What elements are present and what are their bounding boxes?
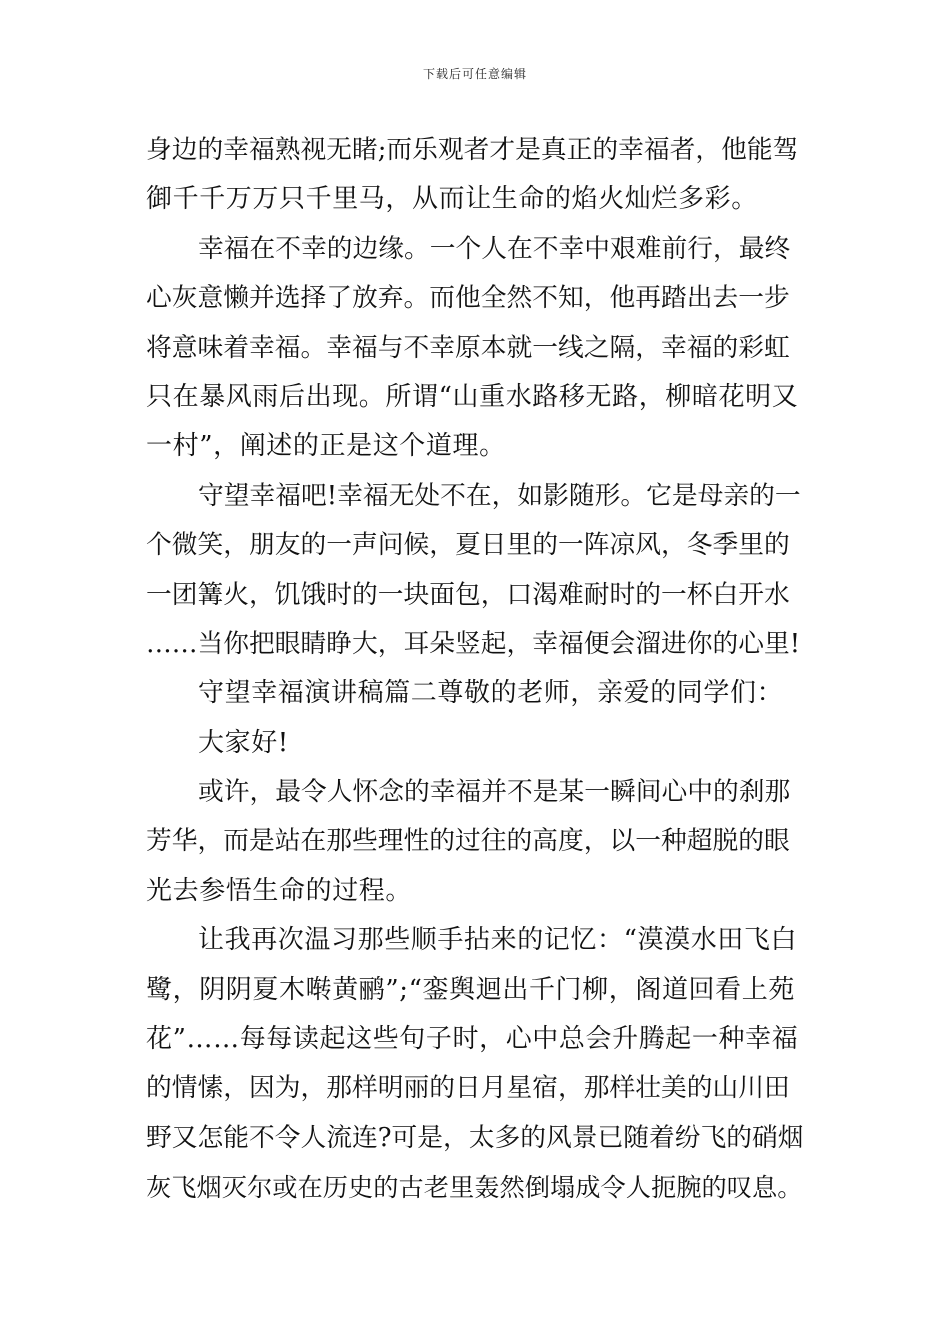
text-line: 鹭，阴阴夏木啭黄鹂”;“銮舆迴出千门柳，阁道回看上苑 [146,974,795,1005]
text-line: 将意味着幸福。幸福与不幸原本就一线之隔，幸福的彩虹 [146,332,790,363]
text-line: 芳华，而是站在那些理性的过往的高度，以一种超脱的眼 [146,826,790,857]
text-line: 灰飞烟灭尔或在历史的古老里轰然倒塌成令人扼腕的叹息。 [146,1173,803,1203]
text-line: 野又怎能不令人流连?可是，太多的风景已随着纷飞的硝烟 [146,1122,804,1153]
text-line: 身边的幸福熟视无睹;而乐观者才是真正的幸福者，他能驾 [146,135,799,165]
page-header: 下载后可任意编辑 [422,67,527,81]
text-line: 只在暴风雨后出现。所谓“山重水路移无路，柳暗花明又 [146,381,799,412]
text-line: 心灰意懒并选择了放弃。而他全然不知，他再踏出去一步 [146,283,790,314]
document-body [146,126,806,1213]
text-line: 个微笑，朋友的一声问候，夏日里的一阵凉风，冬季里的 [146,530,790,561]
paragraph-start: 让我再次温习那些顺手拈来的记忆：“漠漠水田飞白 [198,925,798,956]
text-line: 的情愫，因为，那样明丽的日月星宿，那样壮美的山川田 [146,1073,790,1104]
text-line: 光去参悟生命的过程。 [146,875,413,906]
paragraph-start: 守望幸福演讲稿篇二尊敬的老师，亲爱的同学们： [198,678,784,709]
paragraph-start: 幸福在不幸的边缘。一个人在不幸中艰难前行，最终 [198,233,791,264]
paragraph-start: 守望幸福吧!幸福无处不在，如影随形。它是母亲的一 [198,480,801,511]
paragraph-start: 大家好! [198,727,289,758]
text-line: 御千千万万只千里马，从而让生命的焰火灿烂多彩。 [146,184,758,215]
text-line: 花”……每每读起这些句子时，心中总会升腾起一种幸福 [146,1024,799,1055]
text-line: ……当你把眼睛睁大，耳朵竖起，幸福便会溜进你的心里! [146,628,801,659]
paragraph-start: 或许，最令人怀念的幸福并不是某一瞬间心中的刹那 [198,777,791,808]
text-line: 一团篝火，饥饿时的一块面包，口渴难耐时的一杯白开水 [146,579,790,610]
text-line: 一村”，阐述的正是这个道理。 [146,431,506,462]
